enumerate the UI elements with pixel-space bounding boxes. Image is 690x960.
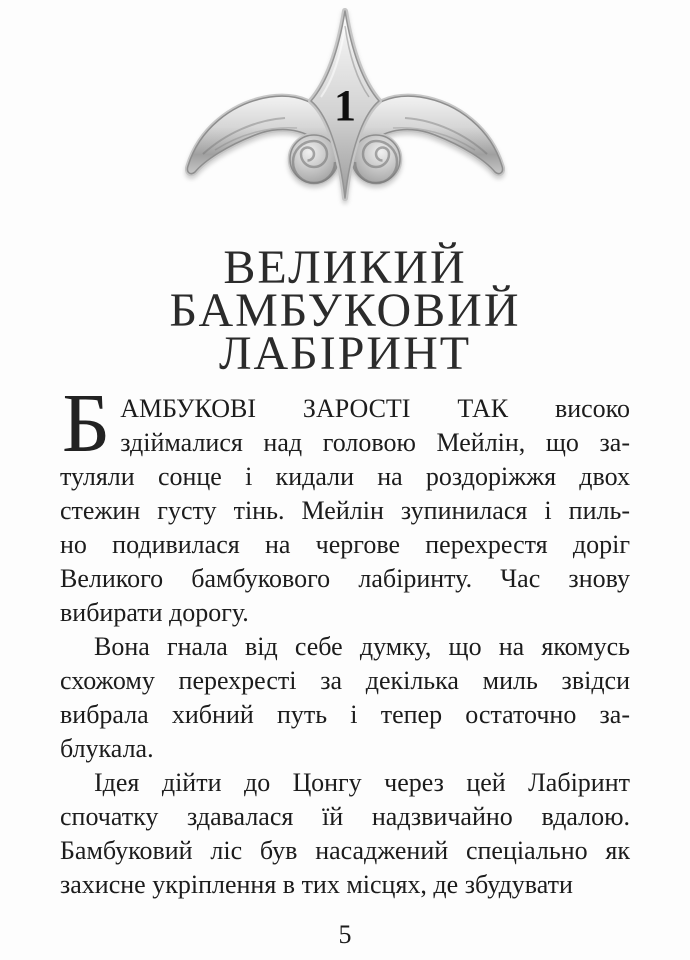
text-line: АМБУКОВІ ЗАРОСТІ ТАК високо — [120, 394, 630, 423]
text-line: но подивилася на чергове перехрестя доріг — [60, 530, 630, 559]
paragraph — [60, 766, 630, 902]
chapter-title — [0, 241, 690, 381]
text-line: вибирати дорогу. — [60, 598, 249, 627]
chapter-ornament-graphic — [185, 8, 505, 206]
text-line: Вона гнала від себе думку, що на якомусь — [94, 632, 630, 661]
text-line: стежин густу тінь. Мейлін зупинилася і пиль- — [60, 496, 630, 525]
chapter-ornament — [185, 8, 505, 211]
text-line: вибрала хибний путь і тепер остаточно за- — [60, 700, 630, 729]
text-line: туляли сонце і кидали на роздоріжжя двох — [60, 462, 630, 491]
body-text — [60, 377, 630, 902]
text-line: Ідея дійти до Цонгу через цей Лабіринт — [94, 768, 630, 797]
chapter-title-line: БАМБУКОВИЙ — [169, 284, 521, 338]
page-number: 5 — [338, 920, 352, 949]
chapter-title-line: ВЕЛИКИЙ — [223, 241, 467, 295]
chapter-title-line: ЛАБІРИНТ — [218, 327, 472, 381]
drop-cap: Б — [62, 377, 111, 470]
text-line: Бамбуковий ліс був насаджений спеціально як — [60, 836, 630, 865]
paragraph — [60, 630, 630, 766]
text-line: Великого бамбукового лабіринту. Час знову — [60, 564, 630, 593]
text-line: спочатку здавалася їй надзвичайно вдалою. — [60, 802, 630, 831]
text-line: схожому перехресті за декілька миль звідси — [60, 666, 630, 695]
text-line: здіймалися над головою Мейлін, що за- — [120, 428, 630, 457]
chapter-number: 1 — [334, 81, 356, 130]
text-line: захисне укріплення в тих місцях, де збудувати — [60, 870, 573, 899]
paragraph — [60, 377, 630, 630]
text-line: блукала. — [60, 734, 154, 763]
